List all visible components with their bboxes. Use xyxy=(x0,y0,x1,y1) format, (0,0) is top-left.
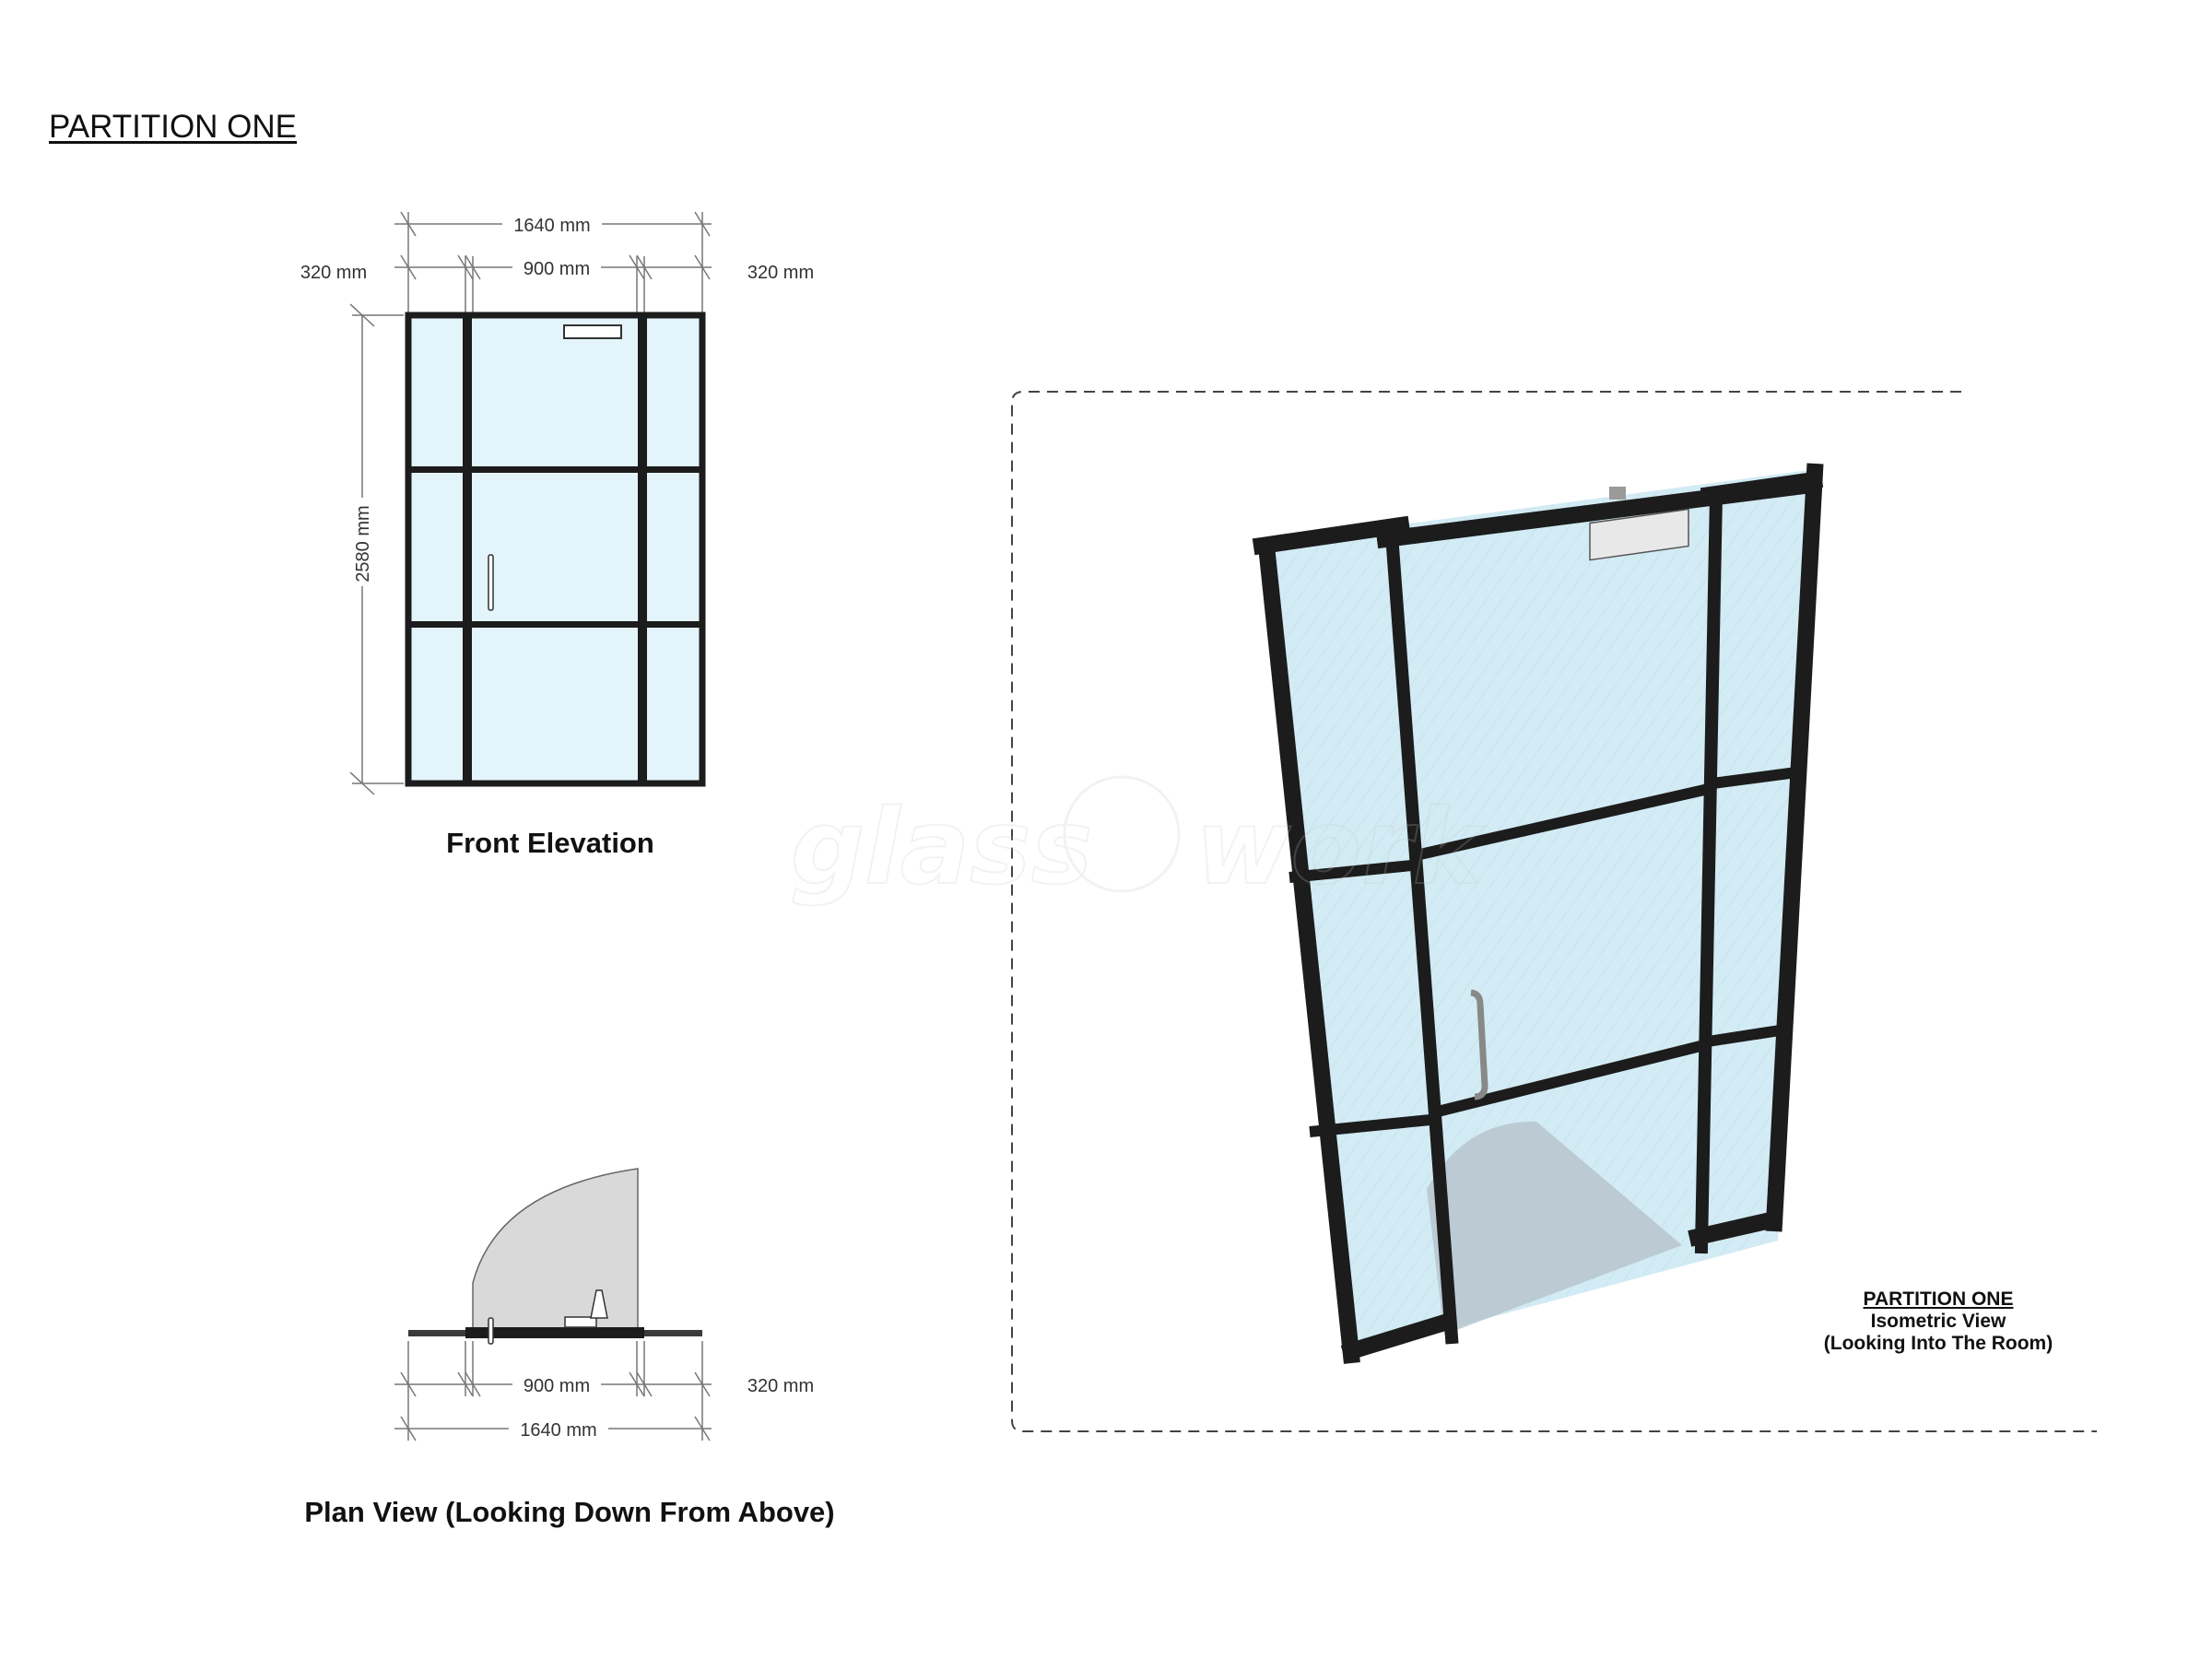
plan-view-caption: Plan View (Looking Down From Above) xyxy=(304,1496,835,1528)
isometric-subtitle: Isometric View xyxy=(1870,1311,2006,1332)
front-dim-left-panel: 320 mm xyxy=(300,263,368,283)
door-closer xyxy=(564,325,621,338)
front-dim-door: 900 mm xyxy=(523,259,591,279)
isometric-caption xyxy=(1824,1288,2053,1355)
watermark-text-2: work xyxy=(1195,788,1482,908)
front-elevation xyxy=(300,212,814,794)
page-title: PARTITION ONE xyxy=(49,109,298,145)
plan-view xyxy=(394,1169,814,1441)
watermark-text: glass xyxy=(791,788,1093,908)
plan-dim-door: 900 mm xyxy=(523,1376,591,1396)
isometric-title: PARTITION ONE xyxy=(1863,1288,2014,1310)
plan-dim-total-width: 1640 mm xyxy=(520,1420,597,1441)
iso-closer-bracket xyxy=(1609,487,1626,500)
plan-dim-right-panel: 320 mm xyxy=(747,1376,815,1396)
front-dim-right-panel: 320 mm xyxy=(747,263,815,283)
door-handle xyxy=(488,555,493,610)
door-swing-arc xyxy=(473,1169,638,1333)
plan-handle xyxy=(488,1318,493,1344)
front-dim-total-width: 1640 mm xyxy=(513,216,591,236)
front-elevation-caption: Front Elevation xyxy=(446,827,654,859)
front-outer-frame xyxy=(408,315,702,783)
isometric-view xyxy=(1012,392,2097,1431)
front-dim-height: 2580 mm xyxy=(353,505,373,582)
watermark xyxy=(791,777,1488,908)
isometric-note: (Looking Into The Room) xyxy=(1823,1333,2053,1354)
